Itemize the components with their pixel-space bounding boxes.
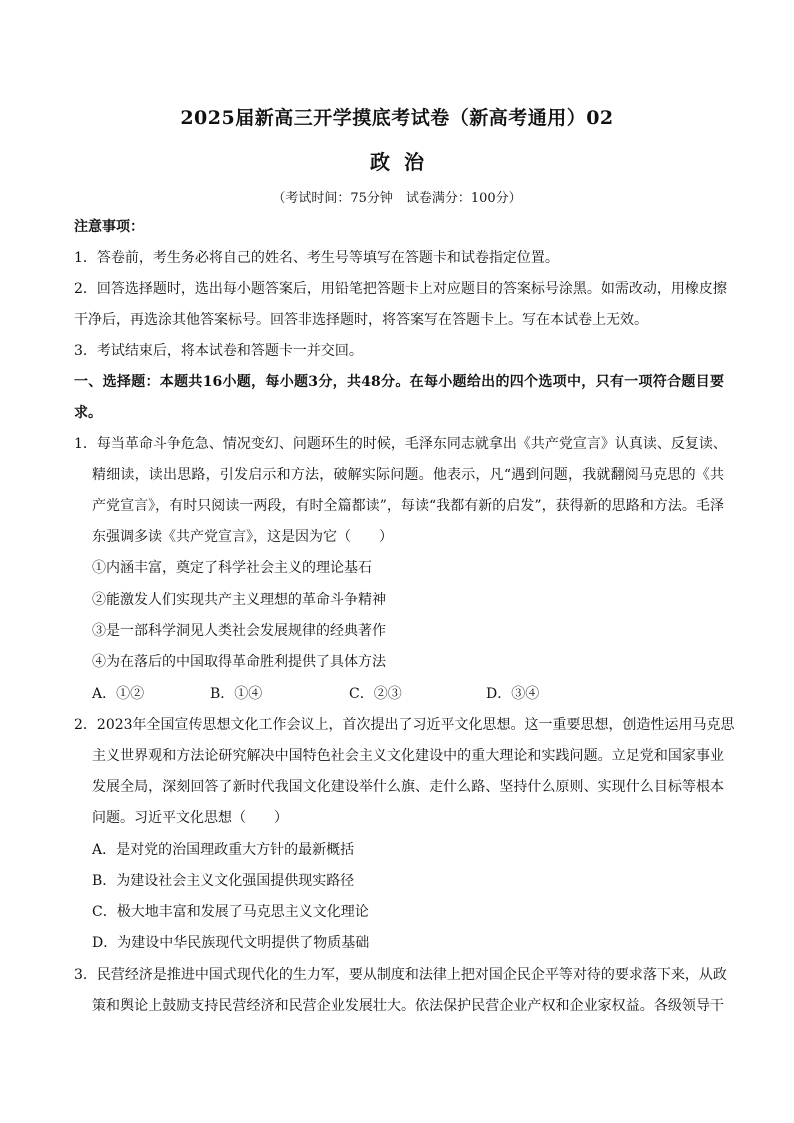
q1-stem-line: 产党宣言》，有时只阅读一两段，有时全篇都读”，每读“我都有新的启发”，获得新的思路和方法。毛泽 xyxy=(92,498,724,514)
q1-statement: ②能激发人们实现共产主义理想的革命斗争精神 xyxy=(92,592,386,608)
q1-statement: ③是一部科学洞见人类社会发展规律的经典著作 xyxy=(92,623,386,639)
notice-item: 3．考试结束后，将本试卷和答题卡一并交回。 xyxy=(74,343,363,359)
notice-item: 1．答卷前，考生务必将自己的姓名、考生号等填写在答题卡和试卷指定位置。 xyxy=(74,250,559,266)
q2-stem-line: 问题。习近平文化思想（ ） xyxy=(92,810,288,826)
q1-stem-line: 东强调多读《共产党宣言》，这是因为它（ ） xyxy=(92,529,393,545)
notice-item: 干净后，再选涂其他答案标号。回答非选择题时，将答案写在答题卡上。写在本试卷上无效。 xyxy=(74,312,648,328)
exam-title: 2025届新高三开学摸底考试卷（新高考通用）02 xyxy=(180,107,614,129)
q2-stem-line: 主义世界观和方法论研究解决中国特色社会主义文化建设中的重大理论和实践问题。立足党和国家事业 xyxy=(92,748,724,764)
q1-option-d: D．③④ xyxy=(486,686,540,702)
q3-stem-line: 3．民营经济是推进中国式现代化的生力军，要从制度和法律上把对国企民企平等对待的要求落下来，从政 xyxy=(74,967,727,983)
notice-heading: 注意事项： xyxy=(74,219,144,235)
q1-statement: ④为在落后的中国取得革命胜利提供了具体方法 xyxy=(92,654,386,670)
q2-stem-line: 发展全局，深刻回答了新时代我国文化建设举什么旗、走什么路、坚持什么原则、实现什么目标等根本 xyxy=(92,779,724,795)
subject-title: 政治 xyxy=(370,150,438,174)
q1-option-c: C．②③ xyxy=(349,686,402,702)
q3-stem-line: 策和舆论上鼓励支持民营经济和民营企业发展壮大。依法保护民营企业产权和企业家权益。各级领导干 xyxy=(92,998,724,1014)
section-heading: 一、选择题：本题共16小题，每小题3分，共48分。在每小题给出的四个选项中，只有一项符合题目要 xyxy=(74,374,724,390)
q1-statement: ①内涵丰富，奠定了科学社会主义的理论基石 xyxy=(92,560,372,576)
q1-option-b: B．①④ xyxy=(210,686,263,702)
section-heading-cont: 求。 xyxy=(74,405,102,421)
q2-option-a: A．是对党的治国理政重大方针的最新概括 xyxy=(92,842,355,858)
q1-stem-line: 1．每当革命斗争危急、情况变幻、问题环生的时候，毛泽东同志就拿出《共产党宣言》认真读、反复读、 xyxy=(74,436,727,452)
q1-option-a: A．①② xyxy=(92,686,145,702)
q2-option-b: B．为建设社会主义文化强国提供现实路径 xyxy=(92,873,355,889)
exam-info: （考试时间：75分钟 试卷满分：100分） xyxy=(272,191,522,206)
q2-stem-line: 2．2023年全国宣传思想文化工作会议上，首次提出了习近平文化思想。这一重要思想，创造性运用马克思 xyxy=(74,717,735,733)
q2-option-d: D．为建设中华民族现代文明提供了物质基础 xyxy=(92,935,370,951)
notice-item: 2．回答选择题时，选出每小题答案后，用铅笔把答题卡上对应题目的答案标号涂黑。如需改动，用橡皮擦 xyxy=(74,281,727,297)
q1-stem-line: 精细读，读出思路，引发启示和方法，破解实际问题。他表示，凡“遇到问题，我就翻阅马克思的《共 xyxy=(92,467,724,483)
q2-option-c: C．极大地丰富和发展了马克思主义文化理论 xyxy=(92,904,369,920)
